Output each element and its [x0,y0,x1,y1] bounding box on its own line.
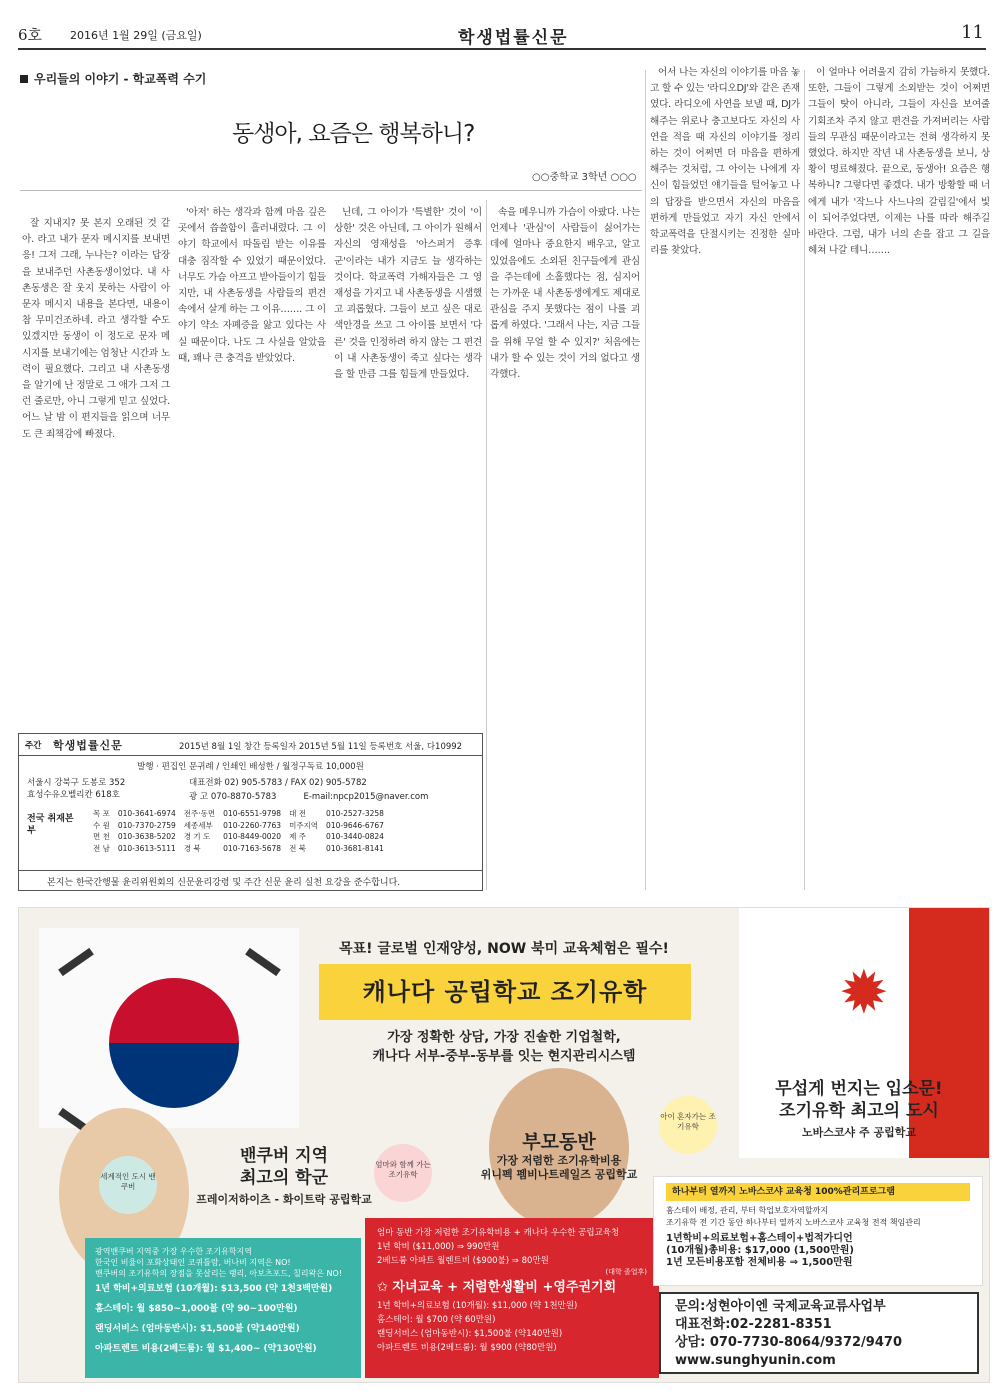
bureau-cell: 경 북 [183,843,201,853]
bureau-table [89,808,388,854]
section-text: 우리들의 이야기 - 학교폭력 수기 [34,72,207,86]
heading-line: 노바스코샤 주 공립학교 [802,1126,916,1139]
bureau-cell: 010-3440-0824 [326,832,384,842]
novascotia-info-box [653,1176,983,1286]
column-text: 닌데, 그 아이가 '특별한' 것이 '이상한' 것은 아닌데, 그 아이가 원해서 자신의 영재성을 '아스퍼거 증후군'이라는 내가 지금도 늘 생각하는 것이다. 학교폭력 가해자들은 그 영재성을 가지고 내 사촌동생을 시샘했고 괴롭혔다. 그들이 보고 싶은 대로 색안경을 쓰고 그 아이를 보면서 '다른' 것을 인정하려 하지 않는 그 편견이 내 사촌동생이 죽고 싶다는 생각을 할 만큼 그를 힘들게 만들었다. [334,207,482,381]
info-line: 한국인 비율이 포화상태인 코퀴틀람, 버나비 지역은 NO! [95,1258,291,1267]
vancouver-heading [179,1145,389,1211]
parent-badge: 엄마와 함께 가는 조기유학 [374,1144,432,1202]
article-column-1 [22,216,170,728]
bureau-cell: 010-3613-5111 [117,843,176,853]
masthead-address: 서울시 강북구 도봉로 352 [27,778,126,788]
contact-line: 문의:성현아이엔 국제교육교류사업부 [675,1299,886,1314]
column-text: 어서 나는 자신의 이야기를 마음 놓고 할 수 있는 '라디오DJ'와 같은 존재였다. 라디오에 사연을 보낼 때, DJ가 해주는 위로나 충고보다도 자신의 사연을 적을 때 자신의 이야기를 정리하는 것이 어쩌면 더 마음을 편하게 해주는 것처럼, 그 아이는 나에게 자신이 힘들었던 얘기들을 털어놓고 나의 답장을 받으면서 자신의 마음을 편하게 만들었고 자기 자신 안에서 학교폭력을 단절시키는 진정한 실마리를 찾았다. [650,67,800,257]
column-divider [486,200,487,890]
ad-subtitle [19,1028,989,1066]
masthead-ad-line: 광 고 070-8870-5783 [189,792,277,802]
bureau-cell: 면 천 [93,832,110,842]
heading-line: 프레이저하이츠 - 화이트락 공립학교 [196,1193,372,1206]
masthead-staff: 발행 · 편집인 문귀례 / 인쇄인 배성한 / 월정구독료 10,000원 [137,762,364,772]
info-line: 랜딩서비스 (엄마동반시): $1,500불 (약140만원) [377,1329,563,1339]
heading-line: 가장 저렴한 조기유학비용 [496,1154,622,1167]
masthead-address-2: 효성수유오벨리칸 618호 [27,790,120,800]
issue-label: 6호 [18,26,43,44]
maple-leaf-icon: ✹ [838,958,889,1028]
page-number: 11 [961,22,984,43]
contact-box [659,1292,979,1374]
bureau-row [89,808,388,820]
bureau-row [89,831,388,843]
masthead-ad-email [189,790,428,802]
masthead-box [18,733,483,891]
info-line: (10개월)총비용: $17,000 (1,500만원) [666,1245,854,1256]
info-line: 엄마 동반 가장 저렴한 조기유학비용 + 캐나다 우수한 공립교육청 [377,1228,620,1238]
novascotia-heading [739,1078,979,1144]
bureau-cell: 010-9646-6767 [326,820,384,830]
article-column-5 [650,65,800,890]
masthead-top [19,734,482,756]
solo-badge: 아이 혼자가는 조기유학 [659,1096,717,1154]
heading-line: 최고의 학군 [239,1168,329,1188]
advertisement [18,907,990,1383]
info-line: 조기유학 전 기간 동안 하나부터 열까지 노바스코샤 교육청 전적 책임관리 [666,1218,921,1227]
contact-line: 대표전화:02-2281-8351 [675,1317,832,1332]
article-title: 동생아, 요즘은 행복하니? [232,121,475,147]
bureau-row [89,820,388,832]
ad-banner: 캐나다 공립학교 조기유학 [319,964,691,1020]
bureau-cell: 수 원 [93,820,110,830]
ad-subtitle-line: 캐나다 서부-중부-동부를 잇는 현지관리시스템 [372,1049,636,1064]
bureau-cell: 010-3681-8141 [326,843,384,853]
masthead-footer: 본지는 한국간행물 윤리위원회의 신문윤리강령 및 주간 신문 윤리 실천 요강을 준수합니다. [19,870,482,890]
heading-line: 밴쿠버 지역 [239,1146,329,1166]
bureau-cell: 전주·동면 [183,809,216,819]
masthead-label: 주간 [25,741,42,751]
heading-line: 부모동반 [522,1131,596,1153]
bureau-cell: 경 기 도 [183,832,211,842]
vancouver-badge: 세계적인 도시 밴쿠버 [99,1156,157,1214]
bureau-cell: 제 주 [289,832,306,842]
info-line: 아파트렌트 비용(2베드룸): 월 $900 (약80만원) [377,1343,557,1353]
masthead-phone: 대표전화 02) 905-5783 / FAX 02) 905-5782 [189,778,367,788]
bureau-cell: 전 북 [289,843,306,853]
bureau-cell: 전 남 [93,843,110,853]
info-line: 하나부터 열까지 노바스코샤 교육청 100%관리프로그램 [666,1183,970,1201]
column-text: 이 얼마나 어려울지 감히 가늠하지 못했다. 또한, 그들이 그렇게 소외받는 것이 어쩌면 그들이 탓이 아니라, 그들이 자신을 보여줄 기회조차 주지 않고 편견을 가져버리는 사람들의 무관심 때문이라고는 전혀 생각하지 못했었다. 하지만 작년 내 사촌동생을 보니, 상황이 명료해졌다. 끝으로, 동생아! 요즘은 행복하니? 그렇다면 좋겠다. 내가 방황할 때 너에게 내가 '작느나 사느나의 갈림길'에서 빛이 되어주었다면, 이제는 나를 따라 해주길 바란다. 그럼, 내가 너의 손을 잡고 그 길을 헤쳐 나갈 테니……. [808,67,990,257]
bureau-label: 전국 취재본부 [27,814,74,836]
info-highlight-text: 자녀교육 + 저렴한생활비 +영주권기회 [392,1280,617,1295]
article-column-3 [334,205,482,750]
heading-line: 무섭게 번지는 입소문! [775,1079,943,1099]
bullet-square-icon [20,75,28,83]
parent-heading [449,1130,669,1182]
heading-line: 위니펙 펨비나트레일즈 공립학교 [480,1168,638,1181]
contact-url[interactable]: www.sunghyunin.com [675,1353,836,1368]
issue-date: 2016년 1월 29일 (금요일) [70,29,202,42]
info-line: 1년학비+의료보험+홈스테이+법적가디언 [666,1233,853,1244]
info-line: 1년 모든비용포함 전체비용 ⇒ 1,500만원 [666,1257,853,1268]
bureau-cell: 010-3638-5202 [117,832,176,842]
info-line: 1년 학비+의료보험 (10개월): $13,500 (약 1천3백만원) [95,1284,333,1294]
bureau-cell: 010-6551-9798 [223,809,282,819]
newspaper-name: 학생법률신문 [458,28,569,48]
bureau-cell: 미주지역 [289,820,319,830]
masthead-registration: 2015년 8월 1일 창간 등록일자 2015년 5월 11일 등록번호 서울, 다10992 [179,742,463,752]
title-divider [20,190,642,191]
ad-subtitle-line: 가장 정확한 상담, 가장 진솔한 기업철학, [387,1030,621,1045]
column-text: 속을 메우니까 가슴이 아팠다. 나는 언제나 '관심'이 사람들이 싫어가는 데에 얼마나 중요한지 배우고, 알고 있었음에도 소외된 친구들에게 관심을 주는데에 소홀했다는 점, 심지어는 가까운 내 사촌동생에게도 제대로 관심을 주지 못했다는 점이 나를 괴롭게 하였다. '그래서 나는, 지금 그들을 위해 무얼 할 수 있지?' 처음에는 내가 할 수 있는 것이 거의 없다고 생각했다. [490,207,640,381]
article-byline: ○○중학교 3학년 ○○○ [532,172,637,183]
info-line: 홈스테이: 월 $850~1,000불 (약 90~100만원) [95,1304,298,1314]
bureau-cell: 010-2260-7763 [223,820,282,830]
bureau-cell: 목 포 [93,809,110,819]
info-line: 1년 학비 ($11,000) ⇒ 990만원 [377,1242,500,1252]
parent-info-box [365,1218,659,1378]
info-line: 광역밴쿠버 지역중 가장 우수한 조기유학지역 [95,1247,253,1256]
star-icon: ✩ [377,1280,393,1295]
bureau-row [89,843,388,855]
column-divider [645,70,646,890]
section-label [20,70,206,87]
bureau-cell: 세종세부 [183,820,213,830]
bureau-cell: 010-7163-5678 [223,843,282,853]
ad-tagline: 목표! 글로벌 인재양성, NOW 북미 교육체험은 필수! [339,941,669,957]
article-column-4 [490,205,640,890]
column-text: 잘 지내지? 못 본지 오래된 것 같아. 라고 내가 문자 메시지를 보내면 응! 그저 그래, 누나는? 이라는 답장을 보내주던 사촌동생이었다. 내 사촌동생은 잘 웃지 못하는 사람이 아 문자 메시지 내용을 본다면, 내용이 참 무미건조하네. 라고 생각할 수도 있겠지만 동생이 이 정도로 문자 메시지를 보내기에는 엄청난 시간과 노력이 필요했다. 그리고 내 사촌동생을 알기에 난 정말로 그 애가 그저 그런 줄로만, 아니 그렇게 믿고 싶었다. 어느 날 밤 이 편지들을 읽으며 너무도 큰 죄책감에 빠졌다. [22,218,170,440]
bureau-cell: 010-3641-6974 [117,809,176,819]
bureau-cell: 대 전 [289,809,306,819]
vancouver-info-box [85,1238,361,1378]
column-divider [804,70,805,890]
article-column-2 [178,205,326,750]
contact-line: 상담: 070-7730-8064/9372/9470 [675,1335,902,1350]
masthead-name: 학생법률신문 [53,739,123,752]
info-note: (대학 졸업후) [605,1268,647,1276]
page-header [18,22,986,50]
info-line: 랜딩서비스 (엄마동반시): $1,500불 (약140만원) [95,1324,300,1334]
info-highlight [377,1277,647,1299]
info-line: 홈스테이 배정, 관리, 부터 학업보호자역할까지 [666,1206,829,1215]
info-line: 2베드룸 아파트 월렌트비 ($900불) ⇒ 80만원 [377,1256,549,1266]
info-line: 아파트렌트 비용(2베드룸): 월 $1,400~ (약130만원) [95,1344,317,1354]
bureau-cell: 010-7370-2759 [117,820,176,830]
info-line: 홈스테이: 월 $700 (약 60만원) [377,1315,496,1325]
heading-line: 조기유학 최고의 도시 [779,1101,939,1121]
article-column-6 [808,65,990,890]
info-line: 1년 학비+의료보험 (10개월): $11,000 (약 1천만원) [377,1301,578,1311]
bureau-cell: 010-2527-3258 [326,809,384,819]
bureau-cell: 010-8449-0020 [223,832,282,842]
info-line: 밴쿠버의 조기유학의 장점을 못살리는 랭리, 아보츠포드, 칠리왁은 NO! [95,1269,343,1278]
column-text: '아저' 하는 생각과 함께 마음 깊은 곳에서 씁쓸함이 흘러내렸다. 그 이야기 학교에서 따돌림 받는 이유를 대충 짐작할 수 있었기 때문이었다. 너무도 가슴 아프고 받아들이기 힘들지만, 내 사촌동생을 사람들의 편견 속에서 살게 하는 그 이유……. 그 이야기 약소 자폐증을 앓고 있다는 사실 때문이다. 나도 그 사실을 알았을 때, 꽤나 큰 충격을 받았었다. [178,207,326,364]
masthead-email: E-mail:npcp2015@naver.com [303,792,429,802]
